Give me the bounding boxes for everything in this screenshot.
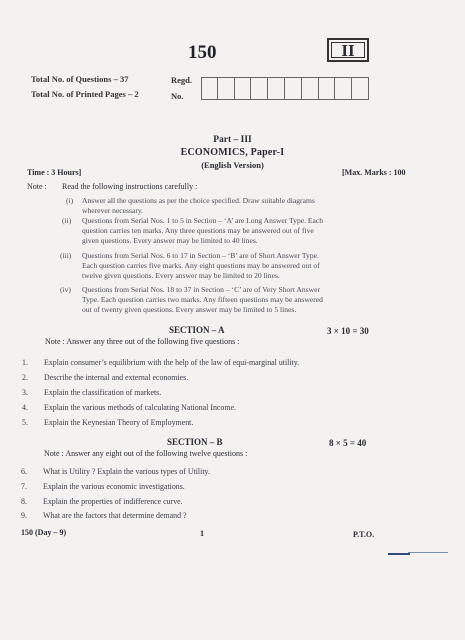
paper-code: 150 (188, 42, 217, 63)
question-number: 1. (22, 358, 28, 367)
instruction-marker: (iii) (60, 251, 72, 260)
question-text: Explain the classification of markets. (44, 388, 162, 397)
total-pages: Total No. of Printed Pages – 2 (31, 89, 139, 99)
time-label: Time : 3 Hours] (27, 168, 82, 177)
regd-digit-box (218, 77, 235, 100)
question-text: What is Utility ? Explain the various types of Utility. (43, 467, 210, 476)
instruction-line: Type. Each question carries two marks. Any fifteen questions may be answered (82, 295, 323, 304)
instruction-line: Questions from Serial Nos. 1 to 5 in Section – ‘A’ are Long Answer Type. Each (82, 216, 324, 225)
instruction-marker: (iv) (60, 285, 71, 294)
regd-digit-box (302, 77, 319, 100)
footer-code: 150 (Day – 9) (21, 528, 67, 537)
question-text: Explain the properties of indifference curve. (43, 497, 183, 506)
pen-mark (408, 552, 448, 553)
set-number-box (327, 38, 369, 62)
registration-number-boxes (201, 77, 369, 101)
section-b-marks: 8 × 5 = 40 (329, 438, 367, 448)
question-text: Explain the various methods of calculating National Income. (44, 403, 236, 412)
instruction-line: out of twenty given questions. Every answer may be limited to 5 lines. (82, 305, 297, 314)
regd-label: Regd. (171, 75, 193, 85)
instruction-marker: (i) (66, 196, 74, 205)
instruction-line: Each question carries five marks. Any eight questions may be answered out of (82, 261, 320, 270)
instruction-line: given questions. Every answer may be limited to 40 lines. (82, 236, 258, 245)
instruction-marker: (ii) (62, 216, 72, 225)
question-number: 5. (22, 418, 28, 427)
no-label: No. (171, 91, 184, 101)
question-number: 7. (21, 482, 27, 491)
section-a-heading: SECTION – A (169, 325, 225, 335)
instruction-line: twelve given questions. Every answer may be limited to 20 lines. (82, 271, 280, 280)
section-a-marks: 3 × 10 = 30 (327, 326, 369, 336)
question-number: 9. (21, 511, 27, 520)
instruction-line: wherever necessary. (82, 206, 144, 215)
section-b-heading: SECTION – B (167, 437, 223, 447)
section-b-note: Note : Answer any eight out of the following twelve questions : (44, 449, 248, 458)
regd-digit-box (285, 77, 302, 100)
instructions-intro: Read the following instructions carefully : (62, 182, 198, 191)
page-number: 1 (200, 529, 204, 538)
regd-digit-box (268, 77, 285, 100)
question-text: Describe the internal and external economies. (44, 373, 189, 382)
section-a-note: Note : Answer any three out of the following five questions : (45, 337, 240, 346)
regd-digit-box (319, 77, 336, 100)
question-text: Explain the Keynesian Theory of Employment. (44, 418, 194, 427)
question-number: 3. (22, 388, 28, 397)
question-text: What are the factors that determine demand ? (43, 511, 187, 520)
question-number: 4. (22, 403, 28, 412)
total-questions: Total No. of Questions – 37 (31, 74, 129, 84)
question-text: Explain consumer’s equilibrium with the help of the law of equi-marginal utility. (44, 358, 300, 367)
pto-label: P.T.O. (353, 530, 375, 539)
question-number: 6. (21, 467, 27, 476)
regd-digit-box (352, 77, 369, 100)
max-marks-label: [Max. Marks : 100 (342, 168, 406, 177)
part-label: Part – III (213, 135, 252, 145)
instruction-line: question carries ten marks. Any three questions may be answered out of five (82, 226, 314, 235)
pen-mark (388, 553, 410, 555)
question-text: Explain the various economic investigations. (43, 482, 185, 491)
instruction-line: Questions from Serial Nos. 18 to 37 in Section – ‘C’ are of Very Short Answer (82, 285, 321, 294)
question-number: 8. (21, 497, 27, 506)
regd-digit-box (251, 77, 268, 100)
regd-digit-box (235, 77, 252, 100)
note-label: Note : (27, 182, 47, 191)
regd-digit-box (335, 77, 352, 100)
set-number: II (331, 42, 365, 58)
subject-title: ECONOMICS, Paper-I (180, 147, 285, 158)
question-number: 2. (22, 373, 28, 382)
instruction-line: Answer all the questions as per the choice specified. Draw suitable diagrams (82, 196, 315, 205)
regd-digit-box (201, 77, 218, 100)
version-label: (English Version) (201, 160, 264, 170)
instruction-line: Questions from Serial Nos. 6 to 17 in Section – ‘B’ are of Short Answer Type. (82, 251, 319, 260)
